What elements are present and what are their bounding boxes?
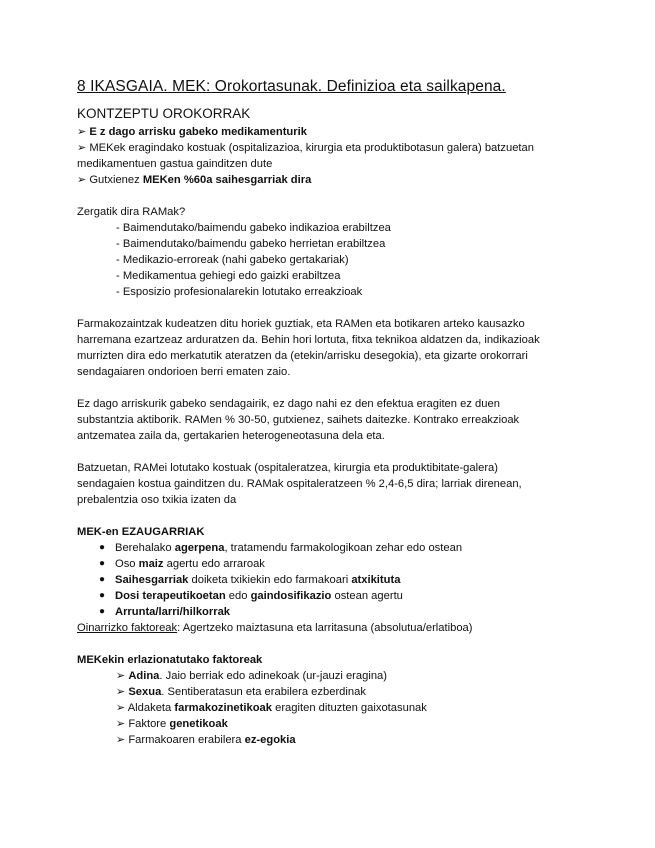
list-item: ➢ Adina. Jaio berriak edo adinekoak (ur-jauzi eragina) xyxy=(116,670,388,682)
list-item: ➢ Aldaketa farmakozinetikoak eragiten dituzten gaixotasunak xyxy=(116,702,427,714)
arrow-icon: ➢ xyxy=(77,126,87,138)
bullet-icon: ● xyxy=(99,590,106,601)
arrow-icon: ➢ xyxy=(116,718,126,730)
arrow-icon: ➢ xyxy=(116,702,126,714)
ramak-item: - Medikamentua gehiegi edo gaizki erabiltzea xyxy=(116,270,341,282)
oinarrizko-faktoreak-line: Oinarrizko faktoreak: Agertzeko maiztasuna eta larritasuna (absolutua/erlatiboa) xyxy=(77,622,473,634)
bullet-icon: ● xyxy=(99,558,106,569)
list-item: ➢ Sexua. Sentiberatasun eta erabilera ezberdinak xyxy=(116,686,366,698)
list-item: ➢ Faktore genetikoak xyxy=(116,718,228,730)
general-line-1: ➢ E z dago arrisku gabeko medikamenturik xyxy=(77,126,307,138)
ramak-item: - Baimendutako/baimendu gabeko herrietan erabiltzea xyxy=(116,238,386,250)
bullet-icon: ● xyxy=(99,542,106,553)
ramak-item: - Medikazio-erroreak (nahi gabeko gertakariak) xyxy=(116,254,349,266)
ezaugarriak-list xyxy=(77,540,577,620)
list-item: ● Saihesgarriak doiketa txikiekin edo farmakoari atxikituta xyxy=(99,574,401,586)
ramak-question: Zergatik dira RAMak? xyxy=(77,206,186,218)
list-item: ● Dosi terapeutikoetan edo gaindosifikazio ostean agertu xyxy=(99,590,403,602)
ramak-item: - Esposizio profesionalarekin lotutako erreakzioak xyxy=(116,286,363,298)
arrow-icon: ➢ xyxy=(77,174,87,186)
arrow-icon: ➢ xyxy=(116,686,126,698)
list-item: ● Arrunta/larri/hilkorrak xyxy=(99,606,231,618)
arrow-icon: ➢ xyxy=(116,734,126,746)
bullet-icon: ● xyxy=(99,606,106,617)
arrow-icon: ➢ xyxy=(77,142,87,154)
paragraph-farmakozaintza: Farmakozaintzak kudeatzen ditu horiek guztiak, eta RAMen eta botikaren arteko kausazko harremana ezartzeaz arduratzen da. Behin hori lortuta, fitxa teknikoa aldatzen da, indikazioak murrizten dira edo merkatutik ateratzen da (etekin/arrisku desegokia), eta gizarte orokorrari sendagaiaren ondorioen berri ematen zaio. xyxy=(77,318,540,378)
general-line-3: medikamentuen gastua gainditzen dute xyxy=(77,158,273,170)
list-item: ● Berehalako agerpena, tratamendu farmakologikoan zehar edo ostean xyxy=(99,542,463,554)
ramak-item: - Baimendutako/baimendu gabeko indikazioa erabiltzea xyxy=(116,222,391,234)
page-title: 8 IKASGAIA. MEK: Orokortasunak. Definizioa eta sailkapena. xyxy=(77,78,506,95)
arrow-icon: ➢ xyxy=(116,670,126,682)
list-item: ➢ Farmakoaren erabilera ez-egokia xyxy=(116,734,296,746)
paragraph-arriskua: Ez dago arriskurik gabeko sendagairik, ez dago nahi ez den efektua eragiten ez duen substantzia aktiborik. RAMen % 30-50, gutxienez, saihets daitezke. Kontrako erreakzioak antzematea zaila da, gertakarien heterogeneotasuna dela eta. xyxy=(77,398,520,442)
paragraph-kostuak: Batzuetan, RAMei lotutako kostuak (ospitaleratzea, kirurgia eta produktibitate-galera) sendagaien kostua gainditzen du. RAMak ospitaleratzeen % 2,4-6,5 dira; larriak direnean, prebalentzia oso txikia izaten da xyxy=(77,462,522,506)
section-heading-general: KONTZEPTU OROKORRAK xyxy=(77,106,251,121)
document-page xyxy=(77,78,577,748)
bullet-icon: ● xyxy=(99,574,106,585)
general-line-2: ➢ MEKek eragindako kostuak (ospitalizazioa, kirurgia eta produktibotasun galera) batzuetan xyxy=(77,142,534,154)
general-line-4: ➢ Gutxienez MEKen %60a saihesgarriak dira xyxy=(77,174,312,186)
list-item: ● Oso maiz agertu edo arraroak xyxy=(99,558,265,570)
section-heading-faktoreak: MEKekin erlazionatutako faktoreak xyxy=(77,654,263,666)
section-heading-ezaugarriak: MEK-en EZAUGARRIAK xyxy=(77,526,205,538)
